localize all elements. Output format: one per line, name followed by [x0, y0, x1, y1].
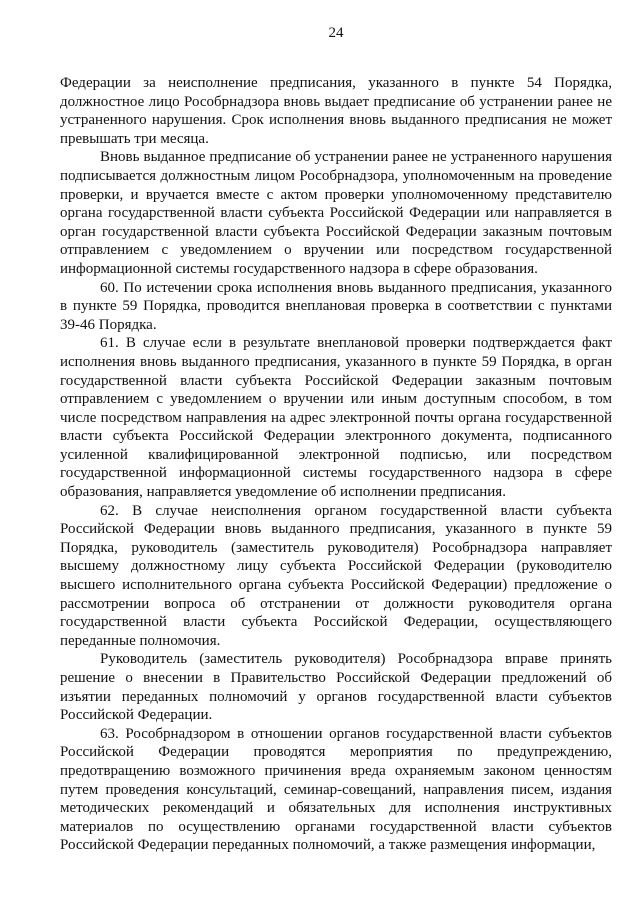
- paragraph-62: 62. В случае неисполнения органом государственной власти субъекта Российской Федерации вновь выданного предписания, указанного в пункте 59 Порядка, руководитель (заместитель руководителя) Рособрнадзора направляет высшему должностному лицу субъекта Российской Федерации (руководителю высшего исполнительного органа субъекта Российской Федерации) предложение о рассмотрении вопроса об отстранении от должности руководителя органа государственной власти субъекта Российской Федерации, осуществляющего переданные полномочия.: [60, 502, 612, 649]
- paragraph-head-decision: Руководитель (заместитель руководителя) Рособрнадзора вправе принять решение о внесении в Правительство Российской Федерации предложений об изъятии переданных полномочий у органов государственной власти субъектов Российской Федерации.: [60, 651, 612, 724]
- paragraph-60: 60. По истечении срока исполнения вновь выданного предписания, указанного в пункте 59 Порядка, проводится внеплановая проверка в соответствии с пунктами 39-46 Порядка.: [60, 279, 612, 333]
- paragraph-63: 63. Рособрнадзором в отношении органов государственной власти субъектов Российской Федерации проводятся мероприятия по предупреждению, предотвращению возможного причинения вреда охраняемым законом ценностям путем проведения консультаций, семинар-совещаний, направления писем, издания методических рекомендаций и обязательных для исполнения инструктивных материалов по осуществлению органами государственной власти субъектов Российской Федерации переданных полномочий, а также размещения информации,: [60, 725, 612, 854]
- paragraph-61: 61. В случае если в результате внеплановой проверки подтверждается факт исполнения вновь выданного предписания, указанного в пункте 59 Порядка, в орган государственной власти субъекта Российской Федерации заказным почтовым отправлением с уведомлением о вручении или иным доступным способом, в том числе посредством направления на адрес электронной почты органа государственной власти субъекта Российской Федерации электронного документа, подписанного усиленной квалифицированной электронной подписью, или посредством государственной информационной системы государственного надзора в сфере образования, направляется уведомление об исполнении предписания.: [60, 335, 612, 501]
- paragraph-continuation: Федерации за неисполнение предписания, указанного в пункте 54 Порядка, должностное лицо Рособрнадзора вновь выдает предписание об устранении ранее не устраненного нарушения. Срок исполнения вновь выданного предписания не может превышать три месяца.: [60, 75, 612, 147]
- page-number: 24: [328, 25, 344, 41]
- paragraph-reissued-order: Вновь выданное предписание об устранении ранее не устраненного нарушения подписывается должностным лицом Рособрнадзора, уполномоченным на проведение проверки, и вручается вместе с актом проверки уполномоченному представителю органа государственной власти субъекта Российской Федерации или направляется в орган государственной власти субъекта Российской Федерации заказным почтовым отправлением с уведомлением о вручении или посредством государственной информационной системы государственного надзора в сфере образования.: [60, 149, 612, 277]
- document-body: [60, 74, 612, 855]
